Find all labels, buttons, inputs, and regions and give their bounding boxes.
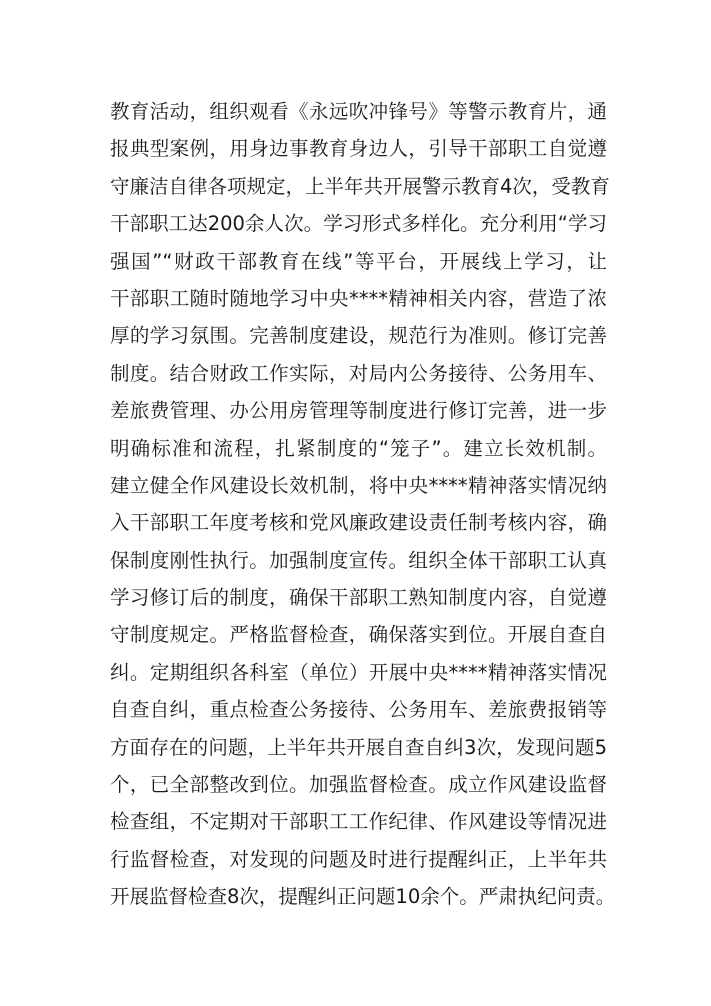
text-line: 建立健全作风建设长效机制，将中央****精神落实情况纳 (110, 473, 607, 497)
text-line: 制度。结合财政工作实际，对局内公务接待、公务用车、 (110, 361, 607, 385)
text-line: 差旅费管理、办公用房管理等制度进行修订完善，进一步 (110, 399, 607, 423)
text-line: 检查组，不定期对干部职工工作纪律、作风建设等情况进 (110, 810, 607, 834)
text-line: 开展监督检查8次，提醒纠正问题10余个。严肃执纪问责。 (110, 885, 616, 909)
text-line: 教育活动，组织观看《永远吹冲锋号》等警示教育片，通 (110, 100, 607, 123)
text-line: 干部职工随时随地学习中央****精神相关内容，营造了浓 (110, 286, 607, 310)
text-line: 学习修订后的制度，确保干部职工熟知制度内容，自觉遵 (110, 586, 607, 610)
body-text (110, 93, 616, 916)
text-line: 行监督检查，对发现的问题及时进行提醒纠正，上半年共 (110, 847, 607, 871)
text-line: 纠。定期组织各科室（单位）开展中央****精神落实情况 (110, 660, 607, 684)
text-line: 强国”“财政干部教育在线”等平台，开展线上学习，让 (110, 249, 607, 273)
text-line: 干部职工达200余人次。学习形式多样化。充分利用“学习 (110, 212, 607, 236)
text-line: 保制度刚性执行。加强制度宣传。组织全体干部职工认真 (110, 548, 607, 572)
text-line: 入干部职工年度考核和党风廉政建设责任制考核内容，确 (110, 511, 607, 535)
text-line: 个，已全部整改到位。加强监督检查。成立作风建设监督 (110, 773, 607, 797)
text-line: 报典型案例，用身边事教育身边人，引导干部职工自觉遵 (110, 137, 607, 161)
text-line: 方面存在的问题，上半年共开展自查自纠3次，发现问题5 (110, 735, 607, 759)
text-line: 明确标准和流程，扎紧制度的“笼子”。建立长效机制。 (110, 436, 607, 460)
text-line: 自查自纠，重点检查公务接待、公务用车、差旅费报销等 (110, 698, 607, 722)
text-line: 厚的学习氛围。完善制度建设，规范行为准则。修订完善 (110, 324, 607, 348)
text-line: 守制度规定。严格监督检查，确保落实到位。开展自查自 (110, 623, 607, 647)
text-line: 守廉洁自律各项规定，上半年共开展警示教育4次，受教育 (110, 174, 610, 198)
